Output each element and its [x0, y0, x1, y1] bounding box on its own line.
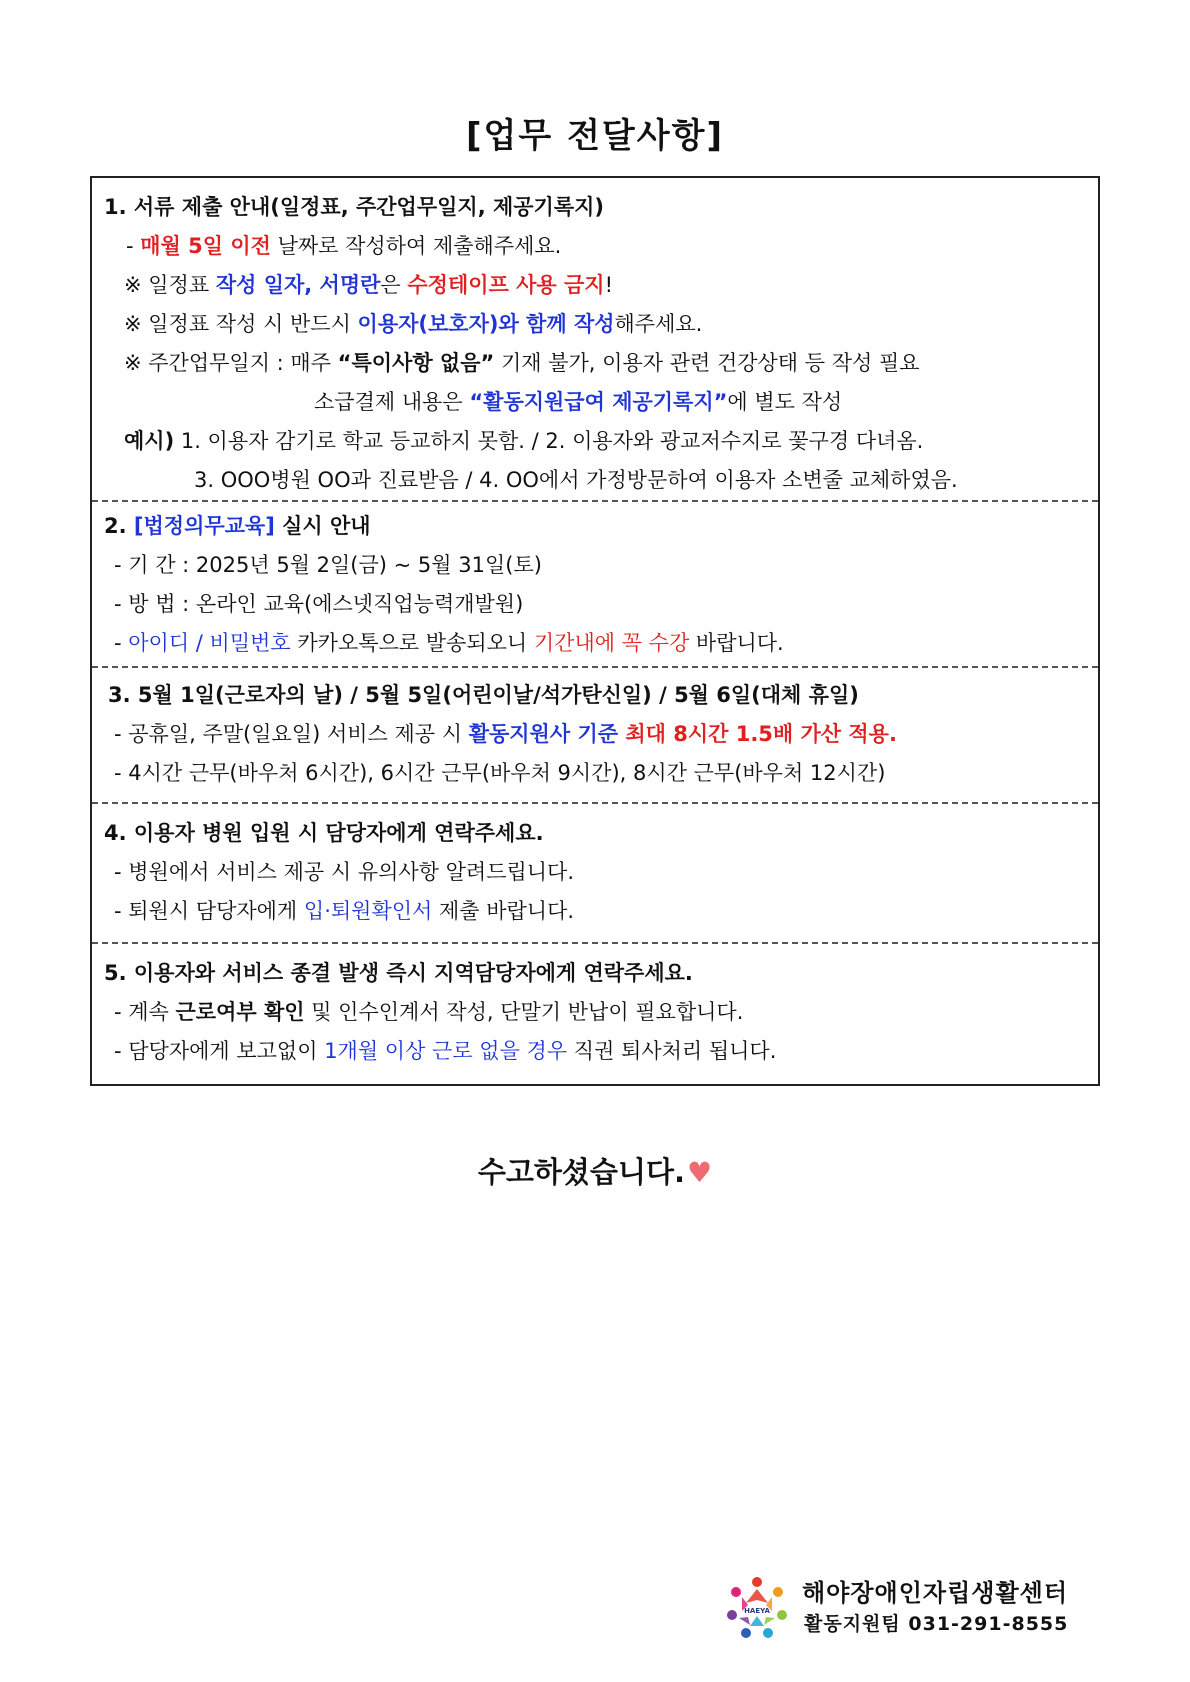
section-document-submission [92, 178, 1098, 500]
section-heading: 1. 서류 제출 안내(일정표, 주간업무일지, 제공기록지) [104, 195, 605, 219]
notice-line: - 공휴일, 주말(일요일) 서비스 제공 시 활동지원사 기준 최대 8시간 1.5배 가산 적용. [114, 722, 897, 746]
notice-line: - 퇴원시 담당자에게 입·퇴원확인서 제출 바랍니다. [114, 899, 575, 923]
example-line: 3. OOO병원 OO과 진료받음 / 4. OO에서 가정방문하여 이용자 소변줄 교체하였음. [194, 468, 958, 492]
notice-line: - 아이디 / 비밀번호 카카오톡으로 발송되오니 기간내에 꼭 수강 바랍니다. [114, 631, 784, 655]
section-holidays [92, 666, 1098, 802]
notice-line: ※ 일정표 작성 시 반드시 이용자(보호자)와 함께 작성해주세요. [124, 312, 703, 336]
section-heading: 2. [법정의무교육] 실시 안내 [104, 514, 371, 538]
organization-logo-icon [722, 1573, 792, 1643]
notice-line: - 방 법 : 온라인 교육(에스넷직업능력개발원) [114, 592, 524, 616]
svg-text:HAEYA: HAEYA [744, 1607, 770, 1615]
footer [722, 1573, 1102, 1653]
section-mandatory-education [92, 500, 1098, 666]
heart-icon: ♥ [687, 1156, 713, 1189]
notice-line: 소급결제 내용은 “활동지원급여 제공기록지”에 별도 작성 [314, 390, 843, 414]
section-hospital [92, 802, 1098, 942]
notice-line: - 매월 5일 이전 날짜로 작성하여 제출해주세요. [126, 234, 562, 258]
notice-line: - 기 간 : 2025년 5월 2일(금) ~ 5월 31일(토) [114, 553, 542, 577]
example-line: 예시) 1. 이용자 감기로 학교 등교하지 못함. / 2. 이용자와 광교저수지로 꽃구경 다녀옴. [124, 429, 924, 453]
notice-line: ※ 주간업무일지 : 매주 “특이사항 없음” 기재 불가, 이용자 관련 건강상태 등 작성 필요 [124, 351, 920, 375]
section-heading: 4. 이용자 병원 입원 시 담당자에게 연락주세요. [104, 821, 544, 845]
notice-box [90, 176, 1100, 1086]
section-heading: 5. 이용자와 서비스 종결 발생 즉시 지역담당자에게 연락주세요. [104, 961, 693, 985]
section-heading: 3. 5월 1일(근로자의 날) / 5월 5일(어린이날/석가탄신일) / 5월 6일(대체 휴일) [108, 683, 859, 707]
team-phone: 활동지원팀 031-291-8555 [804, 1613, 1069, 1635]
notice-line: - 4시간 근무(바우처 6시간), 6시간 근무(바우처 9시간), 8시간 근무(바우처 12시간) [114, 761, 886, 785]
organization-name: 해야장애인자립생활센터 [802, 1579, 1069, 1607]
notice-line: - 계속 근로여부 확인 및 인수인계서 작성, 단말기 반납이 필요합니다. [114, 1000, 744, 1024]
notice-line: - 병원에서 서비스 제공 시 유의사항 알려드립니다. [114, 860, 575, 884]
notice-line: - 담당자에게 보고없이 1개월 이상 근로 없을 경우 직권 퇴사처리 됩니다. [114, 1039, 777, 1063]
closing-message: 수고하셨습니다.♥ [477, 1155, 713, 1189]
notice-line: ※ 일정표 작성 일자, 서명란은 수정테이프 사용 금지! [124, 273, 614, 297]
page-title: [업무 전달사항] [466, 116, 724, 156]
section-service-termination [92, 942, 1098, 1082]
